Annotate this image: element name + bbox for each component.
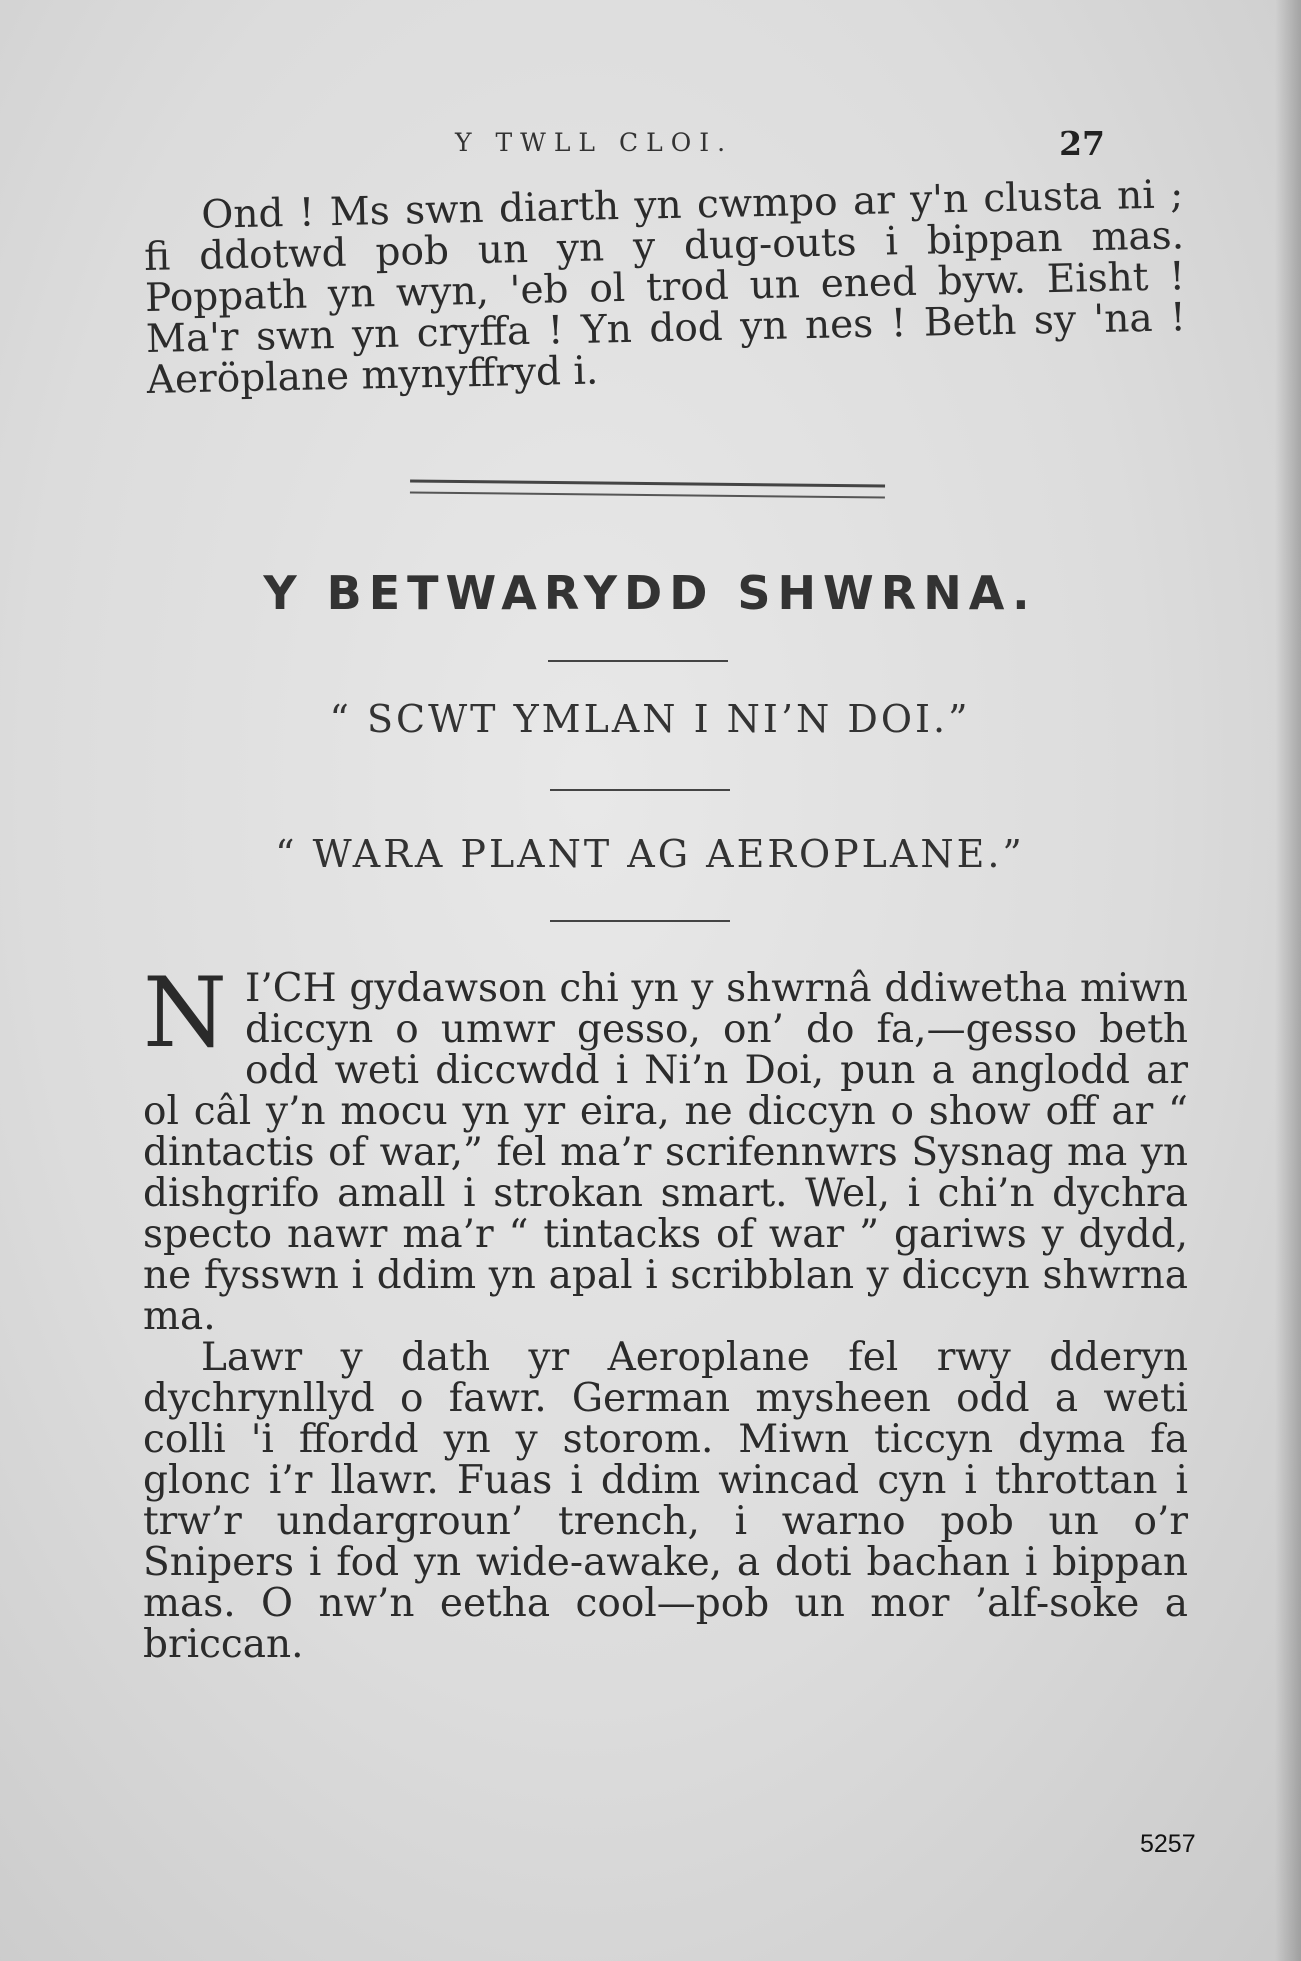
catalog-number: 5257 <box>1140 1830 1196 1858</box>
page-edge-shadow <box>1275 0 1301 1961</box>
story-text <box>143 957 1188 1667</box>
story-paragraph-2: Lawr y dath yr Aeroplane fel rwy dderyn dychrynllyd o fawr. German mysheen odd a weti colli 'i ffordd yn y storom. Miwn ticcyn dyma fa glonc i’r llawr. Fuas i ddim wincad cyn i throttan i trw’r undargroun’ trench, i warno pob un o’r Snipers i fod yn wide-awake, a doti bachan i bippan mas. O nw’n eetha cool—pob un mor ’alf-soke a briccan. <box>143 1335 1188 1667</box>
subheading-2: “ WARA PLANT AG AEROPLANE.” <box>275 832 1025 876</box>
divider-rule <box>550 789 730 791</box>
section-title: Y BETWARYDD SHWRNA. <box>263 566 1037 620</box>
divider-rule <box>550 920 730 922</box>
divider-rule <box>548 660 728 662</box>
intro-paragraph: Ond ! Ms swn diarth yn cwmpo ar y'n clusta ni ; fi ddotwd pob un yn y dug-outs i bippan mas. Poppath yn wyn, 'eb ol trod un ened byw. Eisht ! Ma'r swn yn cryffa ! Yn dod yn nes ! Beth sy 'na ! Aeröplane mynyffryd i. <box>143 172 1187 403</box>
story-paragraph-1: I’CH gydawson chi yn y shwrnâ ddiwetha miwn diccyn o umwr gesso, on’ do fa,—gesso beth odd weti diccwdd i Ni’n Doi, pun a anglodd ar ol câl y’n mocu yn yr eira, ne diccyn o show off ar “ dintactis of war,” fel ma’r scrifennwrs Sysnag ma yn dishgrifo amall i strokan smart. Wel, i chi’n dychra specto nawr ma’r “ tintacks of war ” gariws y dydd, ne fysswn i ddim yn apal i scribblan y diccyn shwrna ma. <box>143 966 1188 1339</box>
running-head <box>455 124 1105 168</box>
page-number: 27 <box>1059 124 1105 163</box>
subheading-1: “ SCWT YMLAN I NI’N DOI.” <box>329 697 971 741</box>
drop-cap: N <box>143 957 227 1069</box>
running-title: Y TWLL CLOI. <box>455 128 734 157</box>
intro-paragraph-block <box>143 174 1187 401</box>
section-divider-double-rule <box>410 480 885 499</box>
